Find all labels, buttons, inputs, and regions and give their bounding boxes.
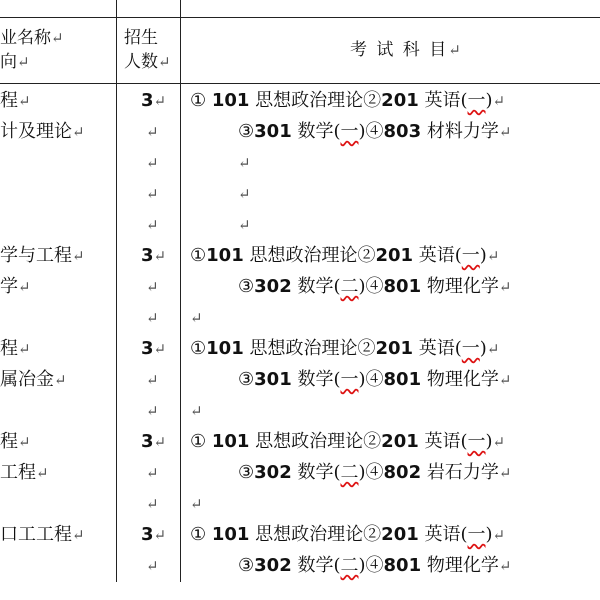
exam-subjects-empty: ↵ — [238, 185, 251, 203]
major-name: 学与工程↵ — [0, 245, 85, 266]
enrollment-count: 3↵ — [141, 524, 167, 545]
enrollment-count: 3↵ — [141, 431, 167, 452]
major-name: 属冶金↵ — [0, 369, 67, 390]
enrollment-empty: ↵ — [146, 278, 159, 296]
major-name: 计及理论↵ — [0, 121, 85, 142]
column-divider — [180, 0, 181, 582]
enrollment-count: 3↵ — [141, 245, 167, 266]
enrollment-empty: ↵ — [146, 154, 159, 172]
enrollment-empty: ↵ — [146, 123, 159, 141]
exam-subjects-line: ③301 数学(一)④803 材料力学↵ — [238, 121, 512, 142]
exam-subjects-empty: ↵ — [190, 309, 203, 327]
header-top-border — [0, 17, 600, 18]
exam-subjects-line: ① 101 思想政治理论②201 英语(一)↵ — [190, 90, 506, 111]
enrollment-count: 3↵ — [141, 338, 167, 359]
header-subjects-label: 考 试 科 目 — [350, 40, 449, 60]
enrollment-empty: ↵ — [146, 185, 159, 203]
exam-subjects-empty: ↵ — [190, 495, 203, 513]
exam-subjects-line: ① 101 思想政治理论②201 英语(一)↵ — [190, 431, 506, 452]
exam-subjects-line: ③302 数学(二)④802 岩石力学↵ — [238, 462, 512, 483]
exam-subjects-line: ①101 思想政治理论②201 英语(一)↵ — [190, 245, 500, 266]
header-major-line1: 业名称 — [0, 28, 51, 48]
header-enrollment-line2: 人数 — [124, 52, 158, 72]
header-major-line2: 向 — [0, 52, 17, 72]
enrollment-empty: ↵ — [146, 464, 159, 482]
exam-subjects-line: ③302 数学(二)④801 物理化学↵ — [238, 276, 512, 297]
enrollment-count: 3↵ — [141, 90, 167, 111]
exam-subjects-line: ③301 数学(一)④801 物理化学↵ — [238, 369, 512, 390]
enrollment-empty: ↵ — [146, 402, 159, 420]
header-enrollment: 招生 人数↵ — [124, 28, 171, 72]
enrollment-empty: ↵ — [146, 557, 159, 575]
major-name: 口工工程↵ — [0, 524, 85, 545]
enrollment-empty: ↵ — [146, 216, 159, 234]
header-enrollment-line1: 招生 — [124, 28, 158, 48]
header-major: 业名称↵ 向↵ — [0, 28, 64, 72]
major-name: 程↵ — [0, 90, 31, 111]
enrollment-empty: ↵ — [146, 371, 159, 389]
major-name: 程↵ — [0, 431, 31, 452]
major-name: 学↵ — [0, 276, 31, 297]
exam-subjects-empty: ↵ — [190, 402, 203, 420]
header-subjects: 考 试 科 目↵ — [350, 40, 463, 60]
enrollment-empty: ↵ — [146, 309, 159, 327]
major-name: 工程↵ — [0, 462, 49, 483]
exam-subjects-empty: ↵ — [238, 216, 251, 234]
exam-subjects-line: ③302 数学(二)④801 物理化学↵ — [238, 555, 512, 576]
enrollment-empty: ↵ — [146, 495, 159, 513]
exam-subjects-empty: ↵ — [238, 154, 251, 172]
exam-subjects-line: ①101 思想政治理论②201 英语(一)↵ — [190, 338, 500, 359]
exam-subjects-line: ① 101 思想政治理论②201 英语(一)↵ — [190, 524, 506, 545]
major-name: 程↵ — [0, 338, 31, 359]
header-bottom-border — [0, 83, 600, 84]
column-divider — [116, 0, 117, 582]
